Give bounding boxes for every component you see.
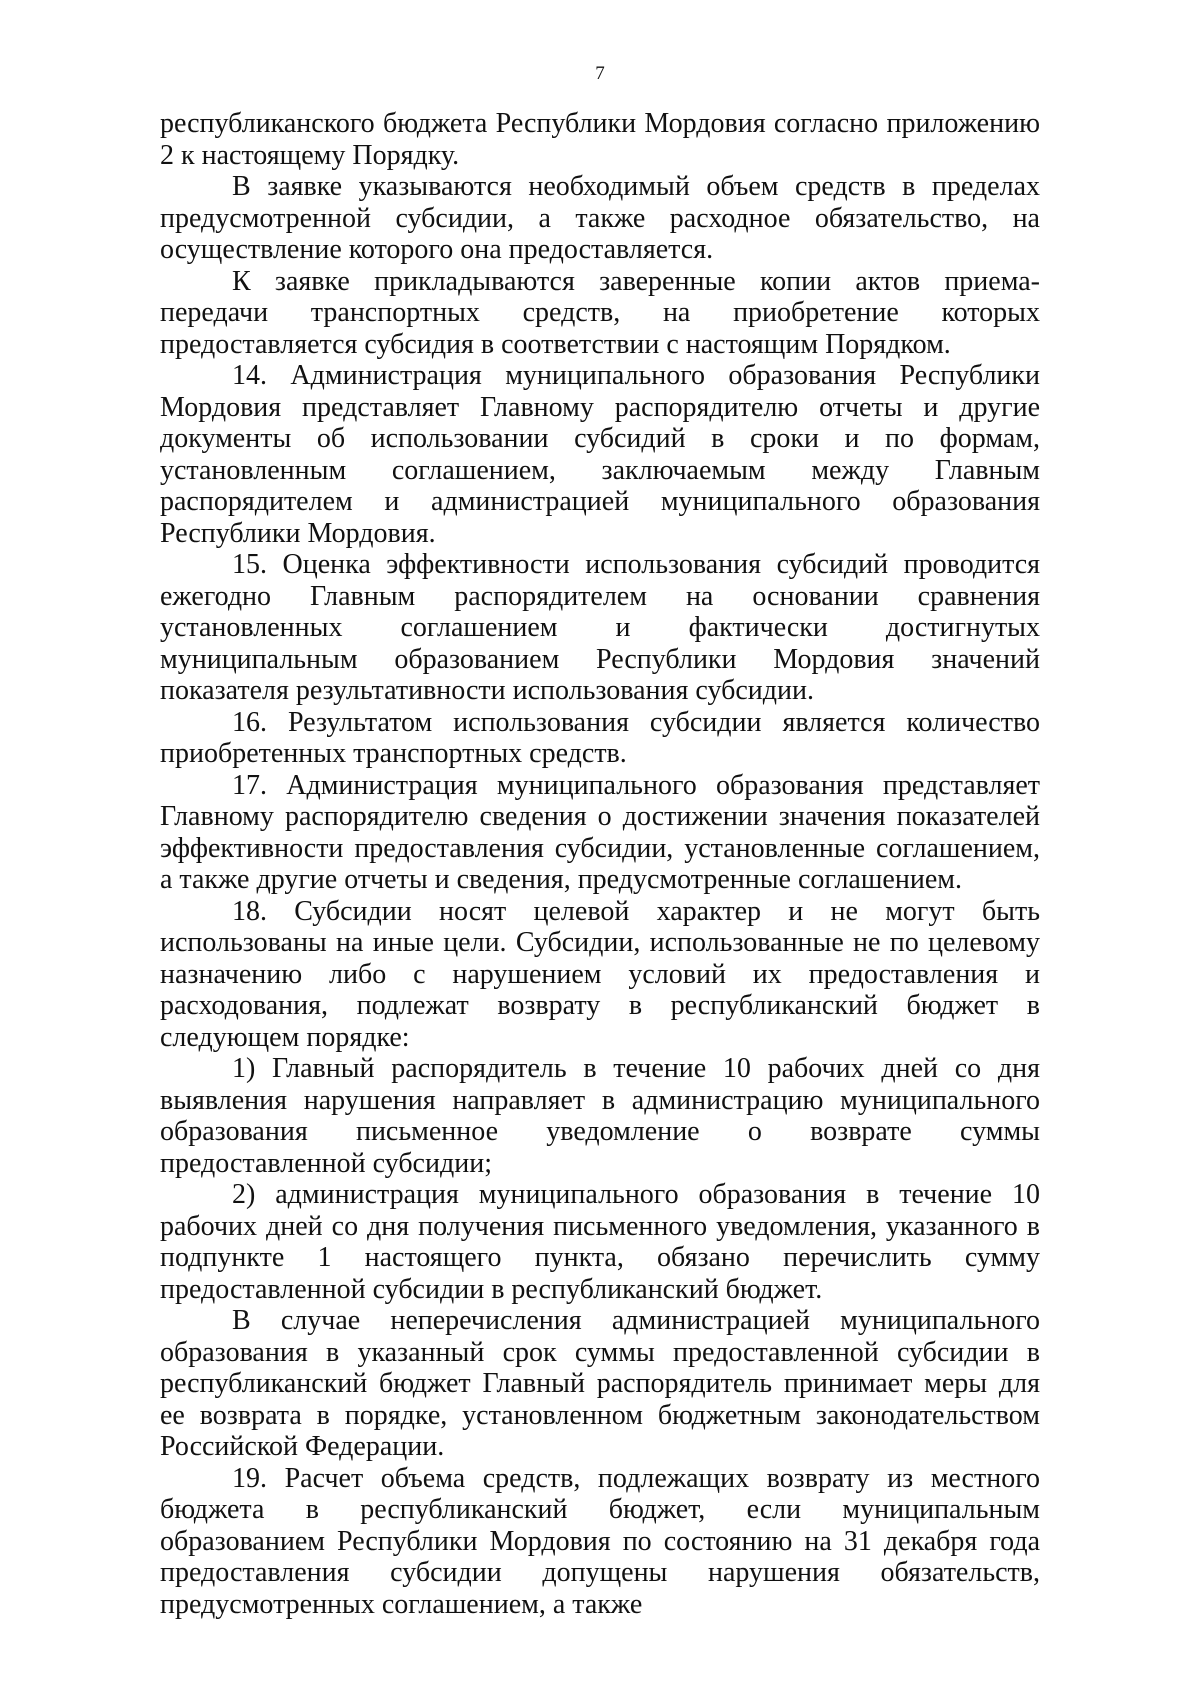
document-body (160, 108, 1040, 1620)
paragraph-item-18: 18. Субсидии носят целевой характер и не могут быть использованы на иные цели. Субсидии, использованные не по целевому назначению либо с нарушением условий их предоставления и расходования, подлежат возврату в республиканский бюджет в следующем порядке: (160, 895, 1040, 1053)
paragraph-subitem-2: 2) администрация муниципального образования в течение 10 рабочих дней со дня получения письменного уведомления, указанного в подпункте 1 настоящего пункта, обязано перечислить сумму предоставленной субсидии в республиканский бюджет. (160, 1179, 1040, 1305)
paragraph-item-14: 14. Администрация муниципального образования Республики Мордовия представляет Главному распорядителю отчеты и другие документы об использовании субсидий в сроки и по формам, установленным соглашением, заключаемым между Главным распорядителем и администрацией муниципального образования Республики Мордовия. (160, 360, 1040, 549)
paragraph-item-17: 17. Администрация муниципального образования представляет Главному распорядителю сведения о достижении значения показателей эффективности предоставления субсидии, установленные соглашением, а также другие отчеты и сведения, предусмотренные соглашением. (160, 769, 1040, 895)
page-number: 7 (595, 63, 605, 84)
paragraph-non-transfer: В случае неперечисления администрацией муниципального образования в указанный срок суммы предоставленной субсидии в республиканский бюджет Главный распорядитель принимает меры для ее возврата в порядке, установленном бюджетным законодательством Российской Федерации. (160, 1305, 1040, 1462)
paragraph-item-19: 19. Расчет объема средств, подлежащих возврату из местного бюджета в республиканский бюджет, если муниципальным образованием Республики Мордовия по состоянию на 31 декабря года предоставления субсидии допущены нарушения обязательств, предусмотренных соглашением, а также (160, 1462, 1040, 1620)
paragraph-item-15: 15. Оценка эффективности использования субсидий проводится ежегодно Главным распорядителем на основании сравнения установленных соглашением и фактически достигнутых муниципальным образованием Республики Мордовия значений показателя результативности использования субсидии. (160, 549, 1040, 706)
paragraph-item-16: 16. Результатом использования субсидии является количество приобретенных транспортных средств. (160, 706, 1040, 769)
paragraph-application-contents: В заявке указываются необходимый объем средств в пределах предусмотренной субсидии, а также расходное обязательство, на осуществление которого она предоставляется. (160, 171, 1040, 265)
paragraph-application-attachments: К заявке прикладываются заверенные копии актов приема-передачи транспортных средств, на приобретение которых предоставляется субсидия в соответствии с настоящим Порядком. (160, 265, 1040, 360)
paragraph-subitem-1: 1) Главный распорядитель в течение 10 рабочих дней со дня выявления нарушения направляет в администрацию муниципального образования письменное уведомление о возврате суммы предоставленной субсидии; (160, 1053, 1040, 1179)
paragraph-continuation: республиканского бюджета Республики Мордовия согласно приложению 2 к настоящему Порядку. (160, 108, 1040, 171)
